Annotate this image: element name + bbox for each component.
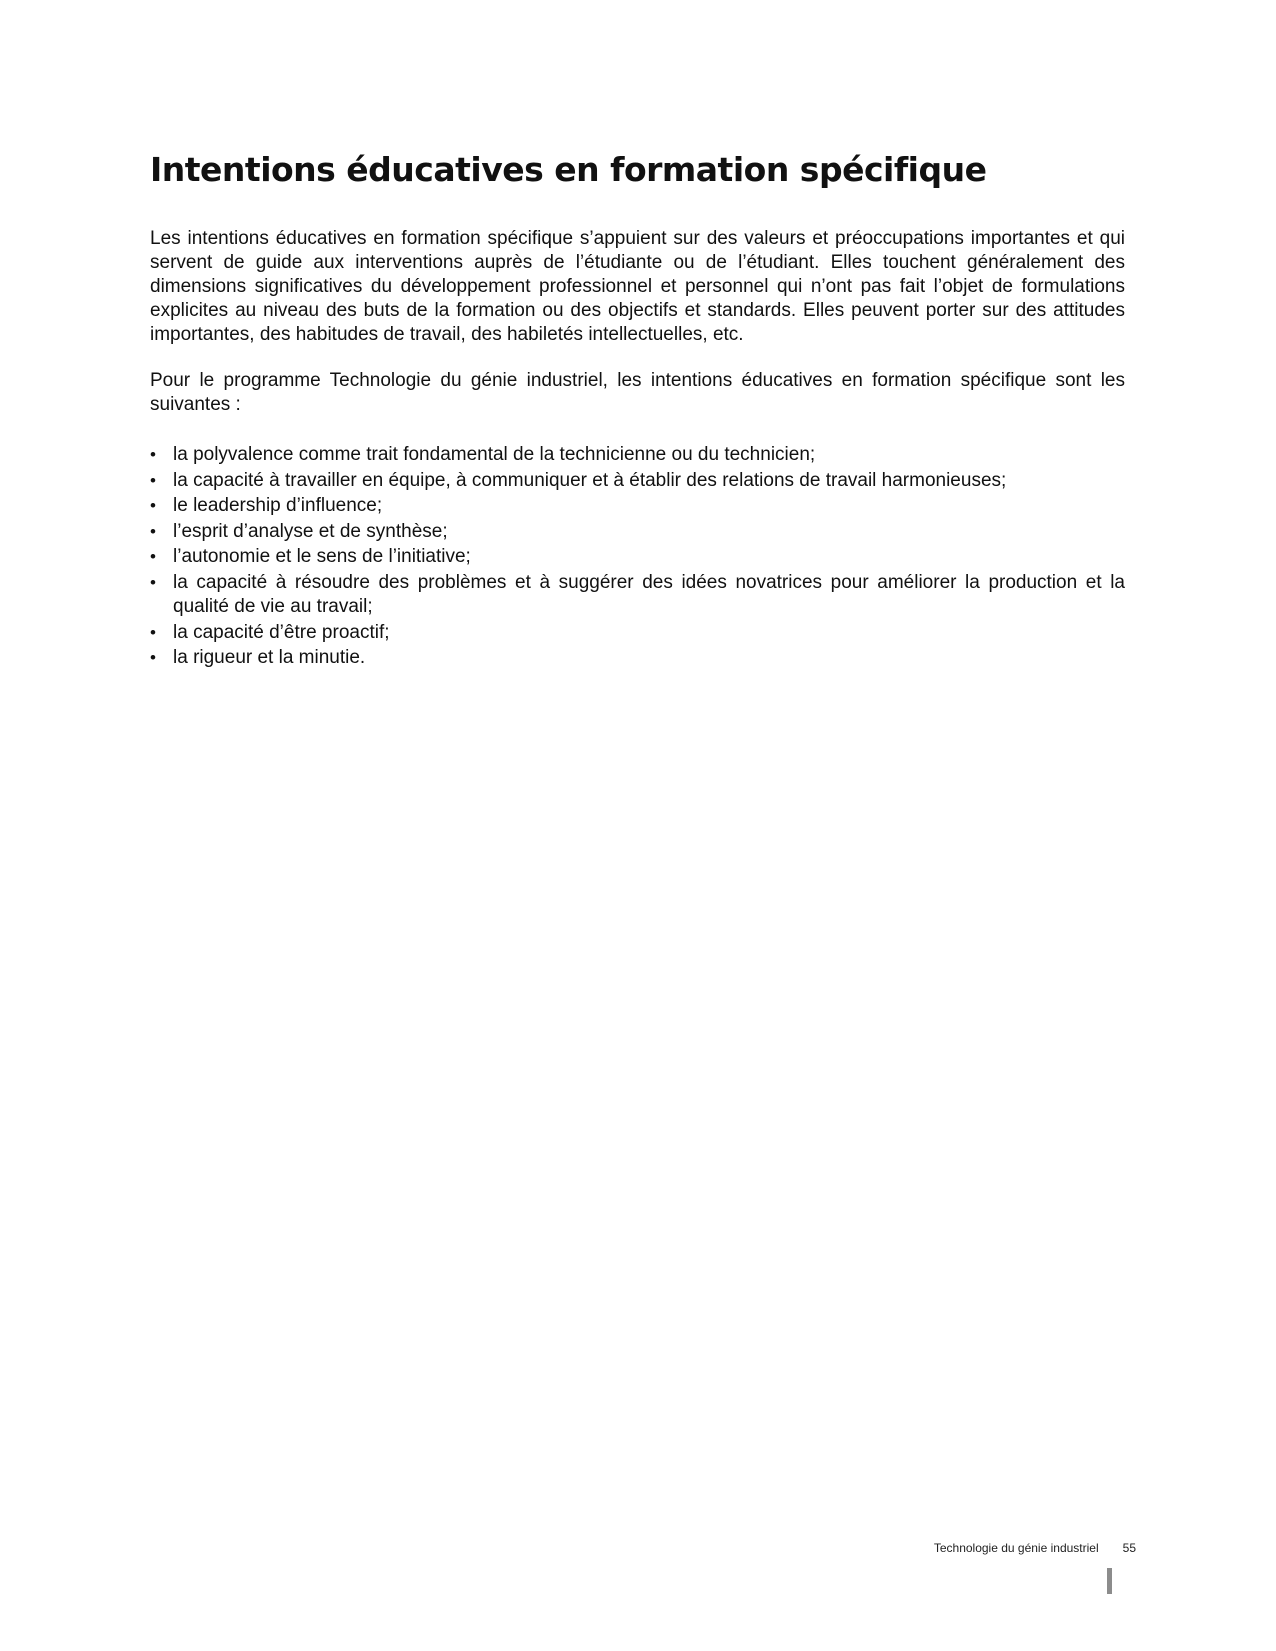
bullet-icon: •: [150, 445, 156, 464]
bullet-icon: •: [150, 572, 156, 592]
page-number: 55: [1122, 1541, 1136, 1555]
margin-bar: [1107, 1568, 1112, 1594]
bullet-icon: •: [150, 521, 156, 541]
page-content: [150, 140, 1125, 672]
list-item: • le leadership d’influence;: [150, 494, 1125, 519]
page-title: Intentions éducatives en formation spécifique: [150, 150, 987, 189]
intro-paragraph: Les intentions éducatives en formation spécifique s’appuient sur des valeurs et préoccupations importantes et qui servent de guide aux interventions auprès de l’étudiante ou de l’étudiant. Elles touchent généralement des dimensions significatives du développement professionnel et personnel qui n’ont pas fait l’objet de formulations explicites au niveau des buts de la formation ou des objectifs et standards. Elles peuvent porter sur des attitudes importantes, des habitudes de travail, des habiletés intellectuelles, etc.: [150, 228, 1125, 345]
intentions-list: [150, 443, 1125, 671]
bullet-icon: •: [150, 622, 156, 642]
program-paragraph: Pour le programme Technologie du génie industriel, les intentions éducatives en formation spécifique sont les suivantes :: [150, 370, 1125, 415]
list-item: • l’autonomie et le sens de l’initiative;: [150, 545, 1125, 570]
footer-title: Technologie du génie industriel: [933, 1541, 1099, 1555]
bullet-icon: •: [150, 648, 156, 667]
page-footer: [900, 1541, 1136, 1555]
bullet-icon: •: [150, 470, 156, 490]
list-item: • la capacité à travailler en équipe, à communiquer et à établir des relations de travail harmonieuses;: [150, 469, 1125, 494]
list-item: • la capacité à résoudre des problèmes et à suggérer des idées novatrices pour améliorer la production et la qualité de vie au travail;: [150, 571, 1125, 617]
bullet-icon: •: [150, 496, 156, 515]
list-item: • la polyvalence comme trait fondamental de la technicienne ou du technicien;: [150, 443, 1125, 468]
bullet-icon: •: [150, 547, 156, 566]
list-item: • l’esprit d’analyse et de synthèse;: [150, 520, 1125, 545]
list-item: • la rigueur et la minutie.: [150, 646, 1125, 671]
list-item: • la capacité d’être proactif;: [150, 621, 1125, 646]
